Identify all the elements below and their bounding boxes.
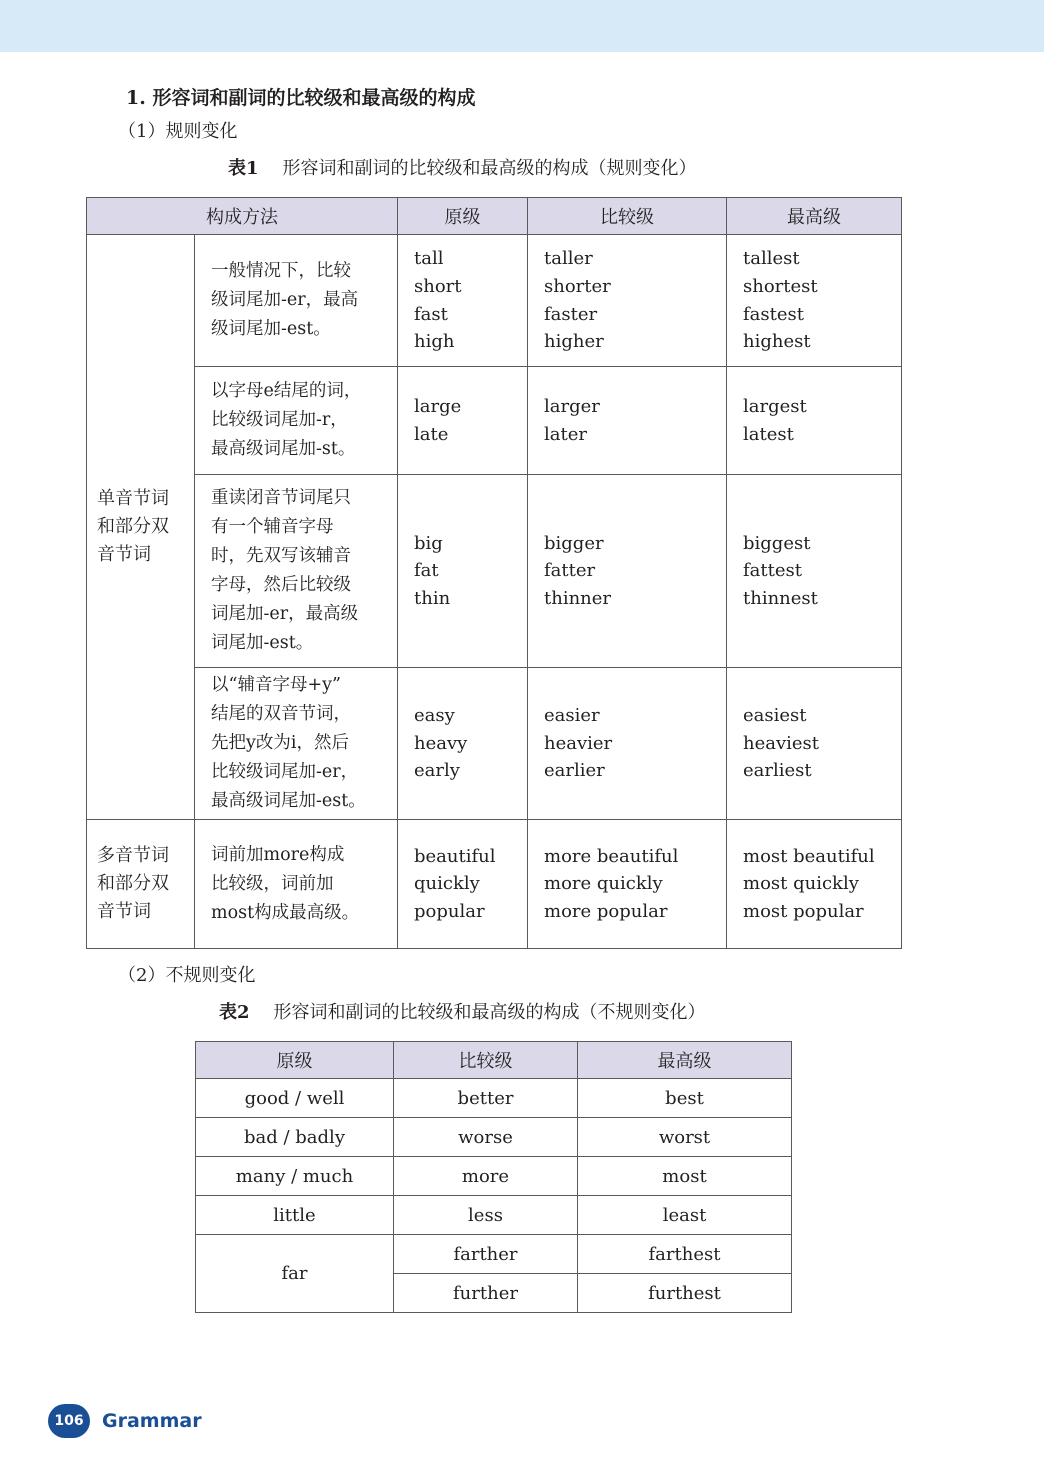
text-line: most构成最高级。	[211, 902, 360, 923]
text-line: fatter	[544, 560, 596, 582]
base-form-cell: bad / badly	[196, 1118, 394, 1157]
text-line: early	[414, 760, 460, 782]
header-comparative: 比较级	[394, 1042, 578, 1079]
superlative-cell: most	[578, 1157, 792, 1196]
text-line: 字母，然后比较级	[211, 575, 351, 595]
text-line: largest	[743, 395, 807, 417]
text-line: 和部分双	[97, 873, 169, 894]
text-line: short	[414, 275, 462, 297]
text-line: popular	[414, 900, 485, 922]
comparative-cell: worse	[394, 1118, 578, 1157]
top-banner	[0, 0, 1044, 52]
text-line: 最高级词尾加-est。	[211, 791, 366, 811]
text-line: easier	[544, 705, 600, 727]
text-line: 结尾的双音节词，	[211, 704, 351, 724]
text-line: 最高级词尾加-st。	[211, 439, 356, 459]
superlative-cell	[727, 367, 902, 475]
page-number-badge: 106	[48, 1404, 90, 1438]
superlative-cell: worst	[578, 1118, 792, 1157]
text-line: big	[414, 532, 443, 554]
text-line: 以字母e结尾的词，	[211, 381, 362, 401]
text-line: 有一个辅音字母	[211, 517, 334, 537]
comparative-cell: better	[394, 1079, 578, 1118]
text-line: easiest	[743, 705, 807, 727]
text-line: more quickly	[544, 873, 663, 895]
base-form-cell: far	[196, 1235, 394, 1313]
method-cell	[195, 235, 398, 367]
text-line: thinner	[544, 587, 612, 609]
text-line: 一般情况下，比较	[211, 261, 351, 281]
text-line: 多音节词	[97, 845, 169, 866]
text-line: tallest	[743, 248, 800, 270]
text-line: earlier	[544, 760, 605, 782]
text-line: heaviest	[743, 732, 820, 754]
comparative-cell: less	[394, 1196, 578, 1235]
text-line: most beautiful	[743, 845, 875, 867]
text-line: 级词尾加-est。	[211, 319, 331, 339]
table1-caption-text: 形容词和副词的比较级和最高级的构成（规则变化）	[282, 158, 697, 179]
text-line: easy	[414, 705, 455, 727]
table1-caption	[228, 156, 697, 182]
text-line: taller	[544, 248, 593, 270]
method-cell	[195, 820, 398, 949]
text-line: 音节词	[97, 544, 151, 565]
text-line: later	[544, 423, 587, 445]
text-line: earliest	[743, 760, 812, 782]
header-method: 构成方法	[87, 198, 398, 235]
comparative-cell: farther	[394, 1235, 578, 1274]
category-polysyllabic	[87, 820, 195, 949]
text-line: large	[414, 395, 462, 417]
regular-subheading: （1）规则变化	[118, 121, 238, 142]
base-form-cell	[398, 235, 528, 367]
text-line: fastest	[743, 303, 804, 325]
text-line: 比较级词尾加-r，	[211, 410, 348, 430]
header-comparative: 比较级	[528, 198, 727, 235]
text-line: thin	[414, 587, 451, 609]
method-cell	[195, 475, 398, 668]
superlative-cell: least	[578, 1196, 792, 1235]
text-line: 比较级词尾加-er，	[211, 762, 359, 782]
text-line: 音节词	[97, 901, 151, 922]
text-line: latest	[743, 423, 794, 445]
text-line: 和部分双	[97, 516, 169, 537]
irregular-forms-table	[195, 1041, 792, 1313]
text-line: shortest	[743, 275, 818, 297]
base-form-cell	[398, 820, 528, 949]
text-line: 比较级，词前加	[211, 873, 334, 894]
text-line: 重读闭音节词尾只	[211, 488, 351, 508]
comparative-cell	[528, 367, 727, 475]
superlative-cell	[727, 820, 902, 949]
superlative-cell	[727, 235, 902, 367]
text-line: more beautiful	[544, 845, 679, 867]
base-form-cell	[398, 367, 528, 475]
table2-caption-text: 形容词和副词的比较级和最高级的构成（不规则变化）	[273, 1002, 706, 1023]
text-line: heavier	[544, 732, 613, 754]
comparative-cell: more	[394, 1157, 578, 1196]
comparative-cell	[528, 475, 727, 668]
comparative-cell: further	[394, 1274, 578, 1313]
text-line: heavy	[414, 732, 468, 754]
text-line: shorter	[544, 275, 611, 297]
text-line: beautiful	[414, 845, 496, 867]
table2-caption-number: 表2	[219, 1002, 250, 1023]
category-monosyllabic	[87, 235, 195, 820]
text-line: biggest	[743, 532, 811, 554]
regular-forms-table	[86, 197, 902, 949]
text-line: 先把y改为i，然后	[211, 733, 349, 753]
superlative-cell	[727, 668, 902, 820]
header-base: 原级	[196, 1042, 394, 1079]
text-line: highest	[743, 331, 811, 353]
method-cell	[195, 367, 398, 475]
superlative-cell: best	[578, 1079, 792, 1118]
table2-caption	[219, 1000, 706, 1026]
base-form-cell	[398, 668, 528, 820]
text-line: high	[414, 331, 455, 353]
header-superlative: 最高级	[578, 1042, 792, 1079]
text-line: fattest	[743, 560, 802, 582]
text-line: fat	[414, 560, 439, 582]
comparative-cell	[528, 668, 727, 820]
text-line: 词前加more构成	[211, 844, 345, 865]
comparative-cell	[528, 235, 727, 367]
text-line: 级词尾加-er，最高	[211, 290, 359, 310]
footer-title: Grammar	[102, 1410, 202, 1432]
comparative-cell	[528, 820, 727, 949]
irregular-subheading: （2）不规则变化	[118, 965, 256, 986]
text-line: fast	[414, 303, 448, 325]
text-line: thinnest	[743, 587, 818, 609]
text-line: 单音节词	[97, 488, 169, 509]
text-line: most popular	[743, 900, 864, 922]
header-base: 原级	[398, 198, 528, 235]
superlative-cell	[727, 475, 902, 668]
superlative-cell: farthest	[578, 1235, 792, 1274]
text-line: 词尾加-est。	[211, 633, 314, 653]
header-superlative: 最高级	[727, 198, 902, 235]
base-form-cell: good / well	[196, 1079, 394, 1118]
text-line: tall	[414, 248, 444, 270]
text-line: more popular	[544, 900, 668, 922]
text-line: higher	[544, 331, 604, 353]
text-line: 词尾加-er，最高级	[211, 604, 359, 624]
method-cell	[195, 668, 398, 820]
section-heading: 1. 形容词和副词的比较级和最高级的构成	[126, 87, 476, 109]
text-line: faster	[544, 303, 598, 325]
superlative-cell: furthest	[578, 1274, 792, 1313]
table1-caption-number: 表1	[228, 158, 259, 179]
text-line: late	[414, 423, 449, 445]
base-form-cell: many / much	[196, 1157, 394, 1196]
base-form-cell: little	[196, 1196, 394, 1235]
base-form-cell	[398, 475, 528, 668]
text-line: bigger	[544, 532, 604, 554]
text-line: larger	[544, 395, 600, 417]
text-line: 以“辅音字母+y”	[211, 675, 341, 695]
text-line: quickly	[414, 873, 480, 895]
text-line: most quickly	[743, 873, 859, 895]
text-line: 时，先双写该辅音	[211, 546, 351, 566]
